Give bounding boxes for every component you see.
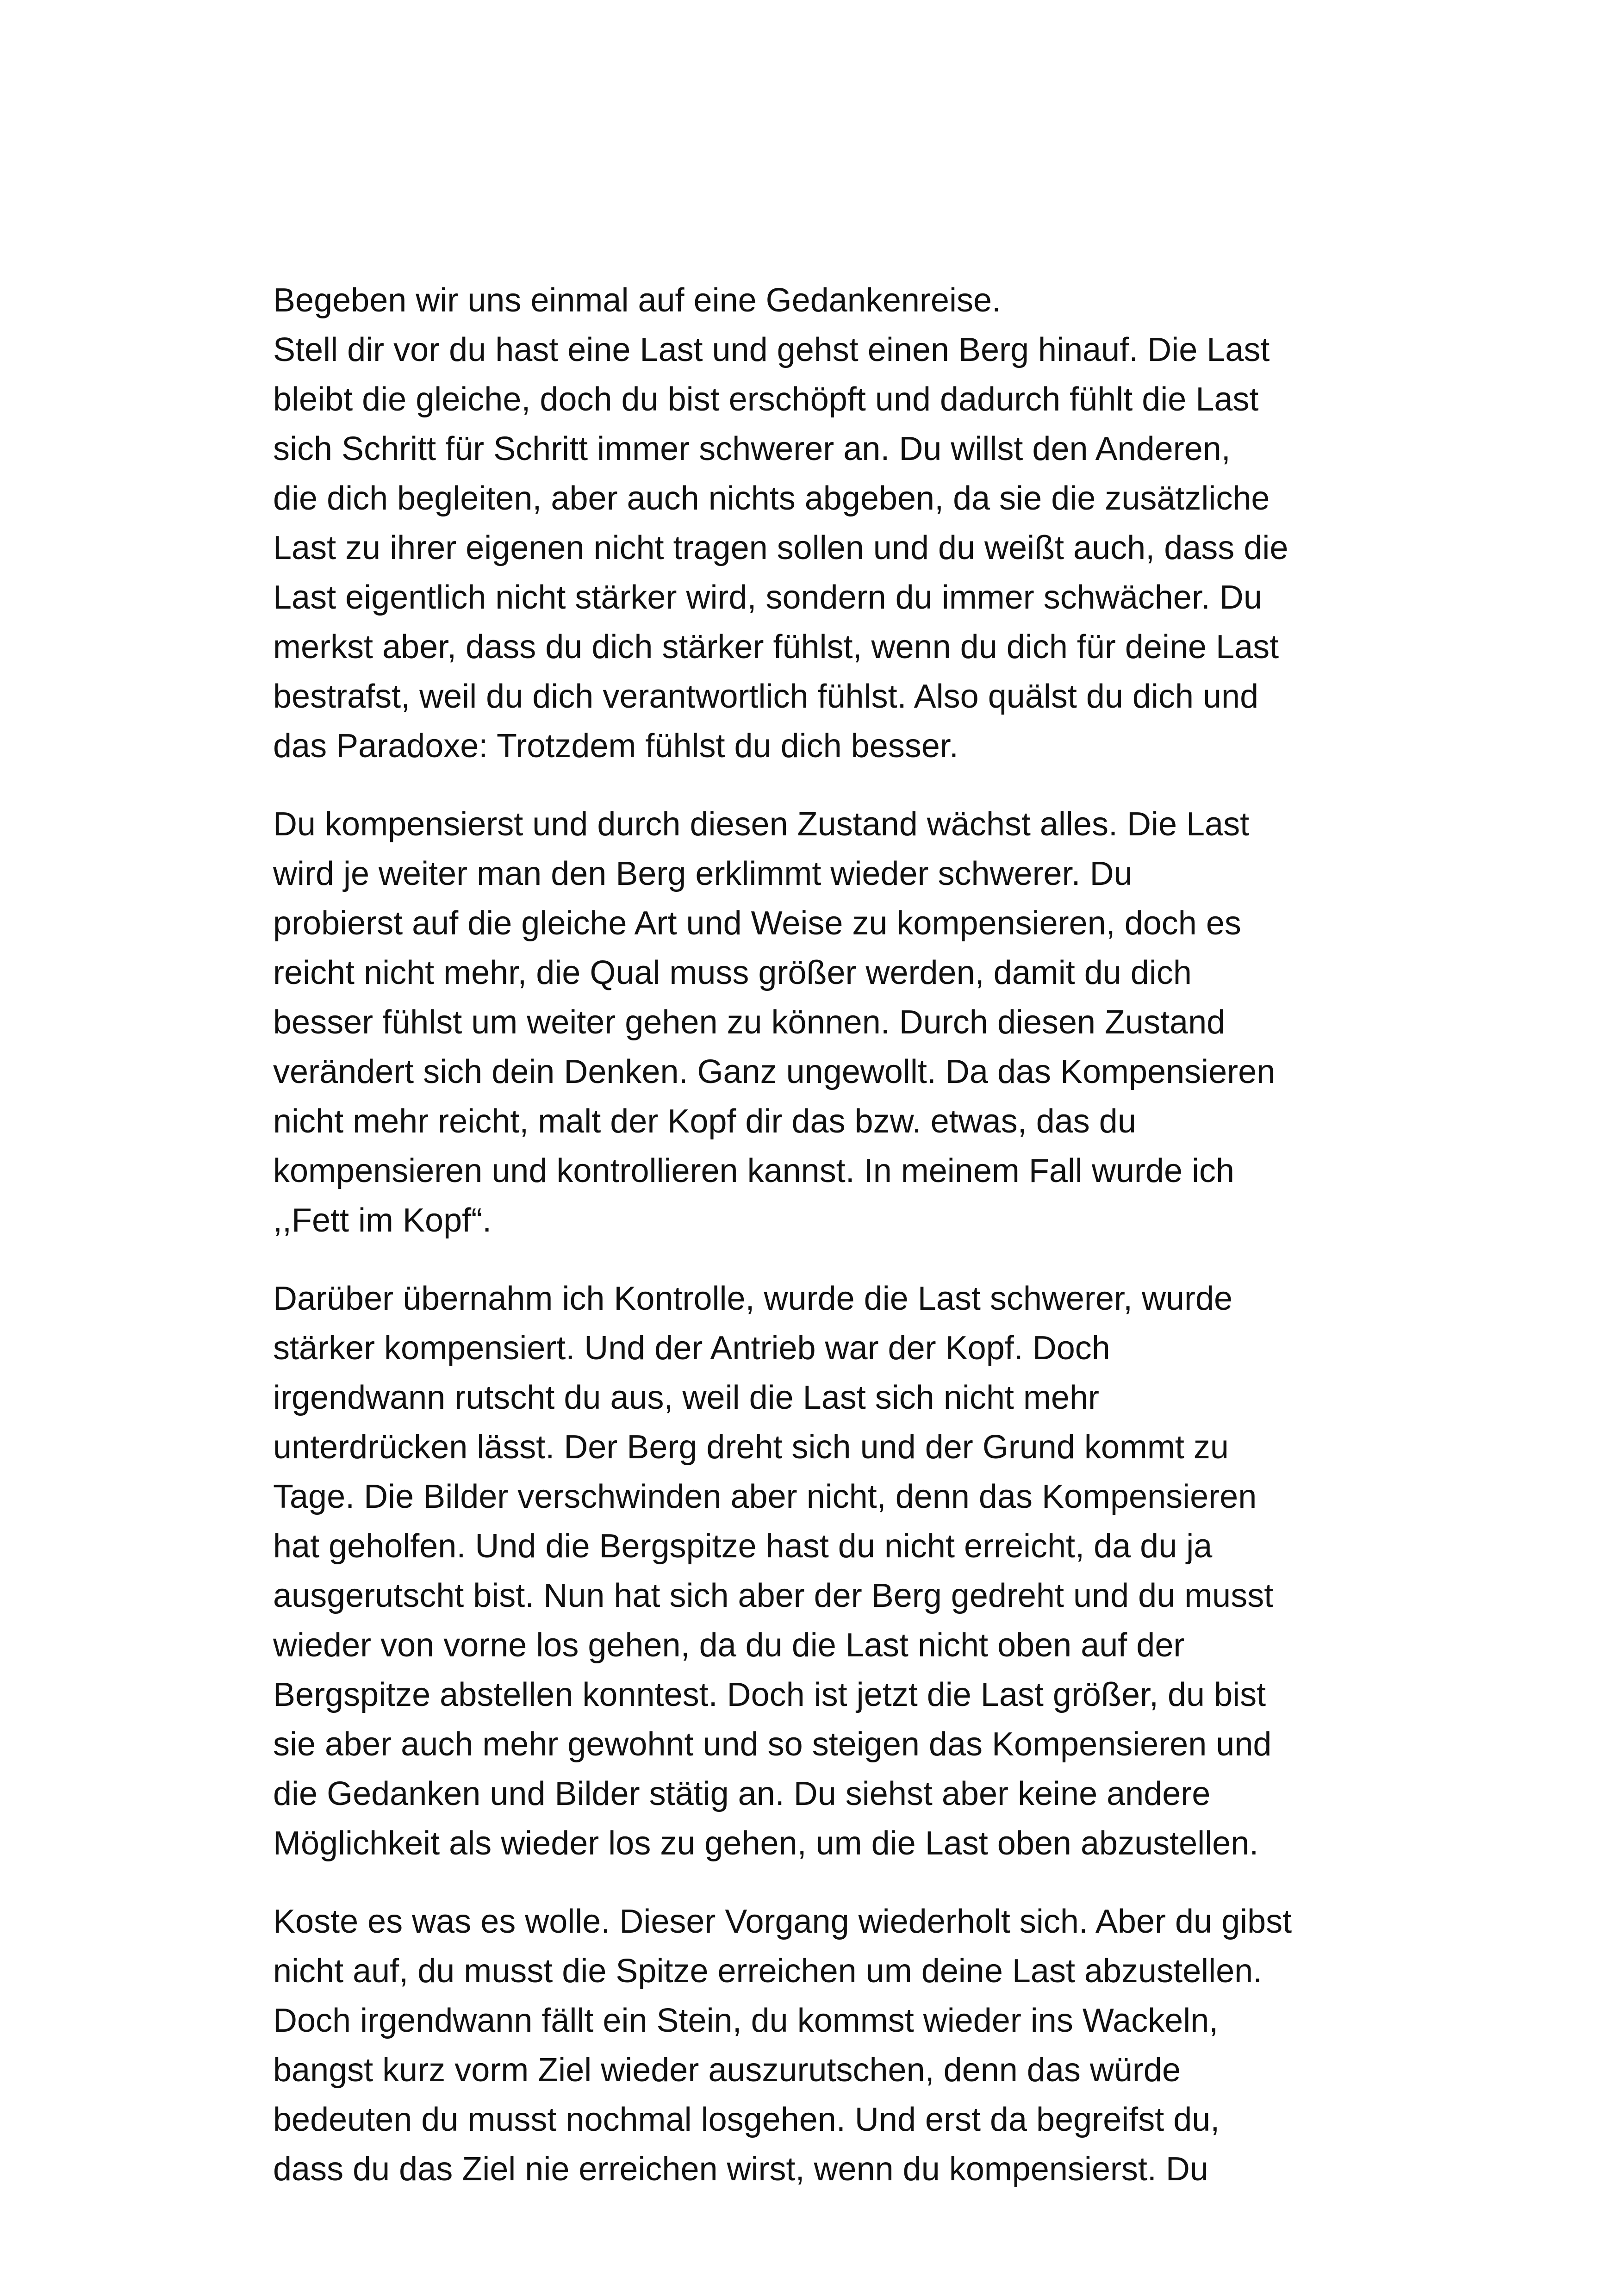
text-line: bangst kurz vorm Ziel wieder auszurutschen, denn das würde — [273, 2052, 1181, 2089]
text-line: das Paradoxe: Trotzdem fühlst du dich besser. — [273, 728, 958, 765]
text-line: wird je weiter man den Berg erklimmt wieder schwerer. Du — [273, 855, 1133, 892]
text-line: nicht mehr reicht, malt der Kopf dir das bzw. etwas, das du — [273, 1103, 1136, 1140]
text-line: besser fühlst um weiter gehen zu können. Durch diesen Zustand — [273, 1004, 1226, 1041]
text-line: Begeben wir uns einmal auf eine Gedankenreise. — [273, 282, 1001, 319]
text-line: ,,Fett im Kopf“. — [273, 1202, 492, 1239]
text-line: reicht nicht mehr, die Qual muss größer werden, damit du dich — [273, 954, 1192, 991]
text-line: bestrafst, weil du dich verantwortlich fühlst. Also quälst du dich und — [273, 678, 1259, 715]
text-line: stärker kompensiert. Und der Antrieb war der Kopf. Doch — [273, 1330, 1110, 1367]
text-line: nicht auf, du musst die Spitze erreichen um deine Last abzustellen. — [273, 1953, 1263, 1990]
text-line: bedeuten du musst nochmal losgehen. Und erst da begreifst du, — [273, 2101, 1220, 2138]
document-body — [273, 276, 1384, 2194]
text-line: sich Schritt für Schritt immer schwerer an. Du willst den Anderen, — [273, 430, 1231, 467]
text-line: Doch irgendwann fällt ein Stein, du kommst wieder ins Wackeln, — [273, 2002, 1219, 2039]
text-line: wieder von vorne los gehen, da du die Last nicht oben auf der — [273, 1627, 1185, 1664]
text-line: Bergspitze abstellen konntest. Doch ist jetzt die Last größer, du bist — [273, 1676, 1266, 1713]
text-line: hat geholfen. Und die Bergspitze hast du nicht erreicht, da du ja — [273, 1528, 1213, 1565]
text-line: Last eigentlich nicht stärker wird, sondern du immer schwächer. Du — [273, 579, 1262, 616]
paragraph-1 — [273, 276, 1384, 771]
text-line: sie aber auch mehr gewohnt und so steigen das Kompensieren und — [273, 1726, 1272, 1763]
text-line: kompensieren und kontrollieren kannst. In meinem Fall wurde ich — [273, 1152, 1235, 1189]
paragraph-2 — [273, 800, 1384, 1245]
text-line: Darüber übernahm ich Kontrolle, wurde die Last schwerer, wurde — [273, 1280, 1233, 1317]
text-line: Stell dir vor du hast eine Last und gehst einen Berg hinauf. Die Last — [273, 331, 1270, 368]
paragraph-3 — [273, 1274, 1384, 1868]
text-line: Tage. Die Bilder verschwinden aber nicht, denn das Kompensieren — [273, 1478, 1257, 1515]
text-line: unterdrücken lässt. Der Berg dreht sich und der Grund kommt zu — [273, 1429, 1229, 1466]
text-line: Du kompensierst und durch diesen Zustand wächst alles. Die Last — [273, 806, 1250, 843]
text-line: verändert sich dein Denken. Ganz ungewollt. Da das Kompensieren — [273, 1053, 1276, 1090]
paragraph-4 — [273, 1897, 1384, 2194]
text-line: merkst aber, dass du dich stärker fühlst, wenn du dich für deine Last — [273, 628, 1279, 666]
text-line: Last zu ihrer eigenen nicht tragen sollen und du weißt auch, dass die — [273, 529, 1288, 566]
text-line: die Gedanken und Bilder stätig an. Du siehst aber keine andere — [273, 1775, 1211, 1812]
text-line: die dich begleiten, aber auch nichts abgeben, da sie die zusätzliche — [273, 480, 1270, 517]
text-line: Möglichkeit als wieder los zu gehen, um die Last oben abzustellen. — [273, 1825, 1259, 1862]
text-line: Koste es was es wolle. Dieser Vorgang wiederholt sich. Aber du gibst — [273, 1903, 1292, 1940]
text-line: bleibt die gleiche, doch du bist erschöpft und dadurch fühlt die Last — [273, 381, 1259, 418]
text-line: ausgerutscht bist. Nun hat sich aber der Berg gedreht und du musst — [273, 1577, 1274, 1614]
text-line: irgendwann rutscht du aus, weil die Last sich nicht mehr — [273, 1379, 1099, 1416]
text-line: dass du das Ziel nie erreichen wirst, wenn du kompensierst. Du — [273, 2151, 1208, 2188]
text-line: probierst auf die gleiche Art und Weise zu kompensieren, doch es — [273, 905, 1241, 942]
